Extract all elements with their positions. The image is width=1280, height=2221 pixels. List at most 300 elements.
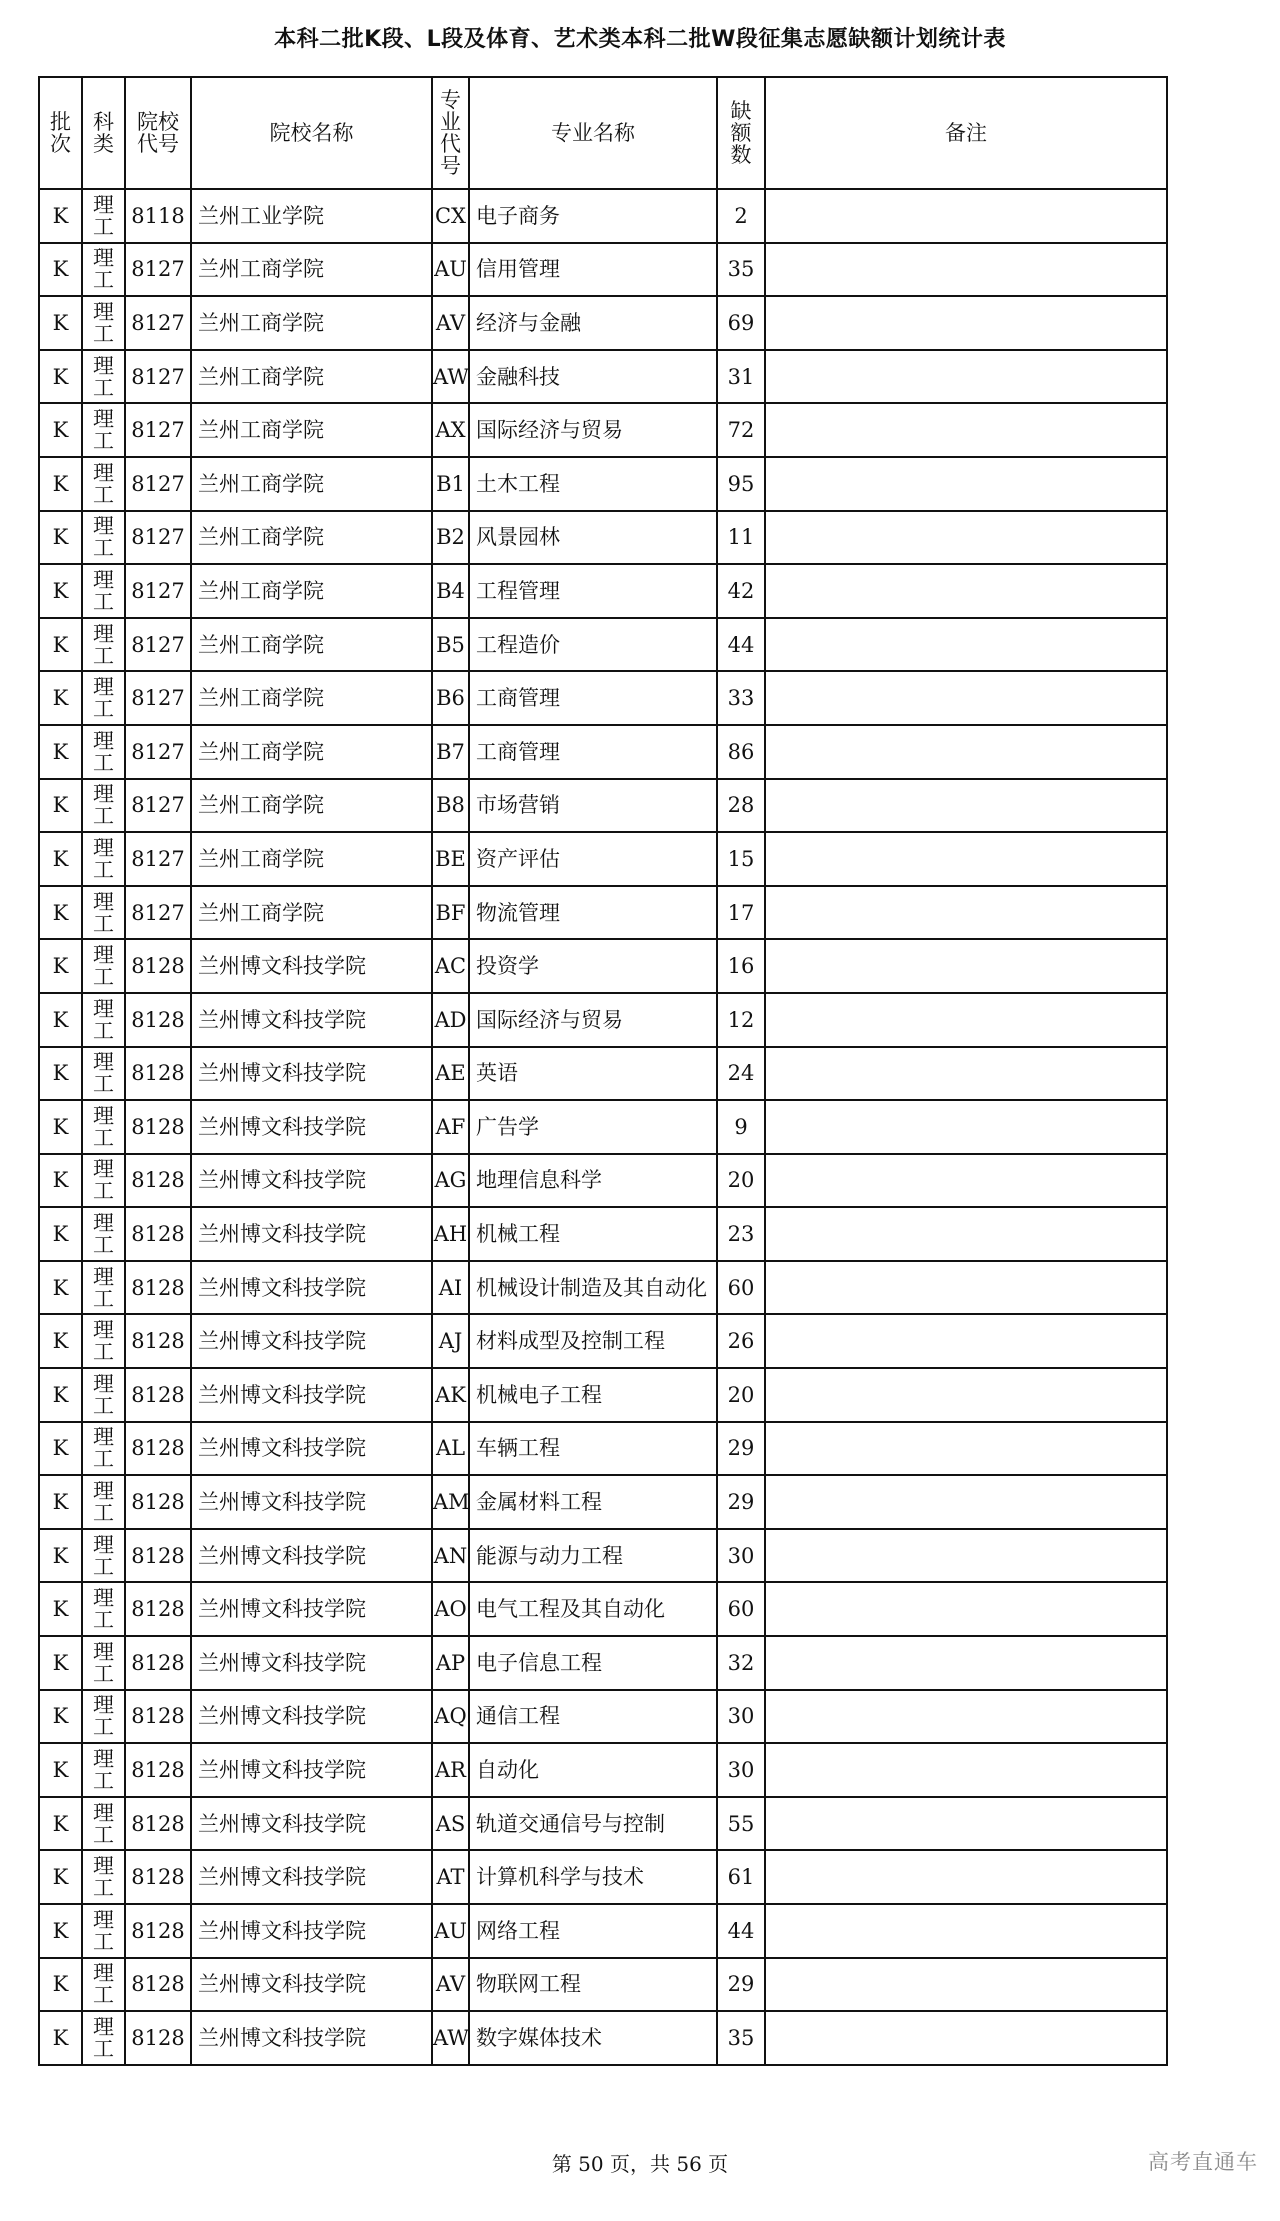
cell-school-name: 兰州博文科技学院 (191, 1582, 432, 1636)
cell-school-code: 8127 (125, 618, 191, 672)
cell-school-code: 8128 (125, 1904, 191, 1958)
cell-remark (765, 511, 1167, 565)
cell-vacancy: 28 (717, 779, 765, 833)
cell-category: 理工 (82, 1368, 125, 1422)
cell-vacancy: 26 (717, 1314, 765, 1368)
cell-category: 理工 (82, 1582, 125, 1636)
cell-category: 理工 (82, 1904, 125, 1958)
cell-major-code: AF (432, 1100, 469, 1154)
table-row (39, 457, 1167, 511)
cell-category: 理工 (82, 725, 125, 779)
cell-batch: K (39, 2011, 82, 2065)
cell-vacancy: 31 (717, 350, 765, 404)
cell-batch: K (39, 939, 82, 993)
cell-batch: K (39, 564, 82, 618)
cell-school-name: 兰州博文科技学院 (191, 1743, 432, 1797)
cell-remark (765, 1904, 1167, 1958)
cell-school-name: 兰州工商学院 (191, 243, 432, 297)
cell-major-name: 国际经济与贸易 (469, 403, 717, 457)
cell-school-code: 8128 (125, 1582, 191, 1636)
cell-batch: K (39, 779, 82, 833)
cell-major-code: AQ (432, 1690, 469, 1744)
cell-batch: K (39, 1314, 82, 1368)
cell-school-code: 8128 (125, 1100, 191, 1154)
cell-school-name: 兰州博文科技学院 (191, 1314, 432, 1368)
cell-school-name: 兰州工业学院 (191, 189, 432, 243)
cell-major-name: 计算机科学与技术 (469, 1850, 717, 1904)
cell-school-code: 8128 (125, 1529, 191, 1583)
cell-category: 理工 (82, 1636, 125, 1690)
cell-major-code: B7 (432, 725, 469, 779)
cell-major-name: 物流管理 (469, 886, 717, 940)
cell-vacancy: 30 (717, 1743, 765, 1797)
table-row (39, 1368, 1167, 1422)
cell-remark (765, 1690, 1167, 1744)
page-title: 本科二批K段、L段及体育、艺术类本科二批W段征集志愿缺额计划统计表 (274, 27, 1006, 52)
cell-major-code: AJ (432, 1314, 469, 1368)
table-row (39, 886, 1167, 940)
cell-vacancy: 20 (717, 1154, 765, 1208)
cell-major-code: AV (432, 1958, 469, 2012)
cell-vacancy: 69 (717, 296, 765, 350)
cell-batch: K (39, 1850, 82, 1904)
cell-school-code: 8127 (125, 671, 191, 725)
cell-vacancy: 24 (717, 1047, 765, 1101)
cell-school-code: 8128 (125, 1261, 191, 1315)
cell-school-code: 8128 (125, 1368, 191, 1422)
cell-remark (765, 1850, 1167, 1904)
table-row (39, 1690, 1167, 1744)
cell-school-name: 兰州工商学院 (191, 457, 432, 511)
cell-vacancy: 23 (717, 1207, 765, 1261)
cell-remark (765, 779, 1167, 833)
table-row (39, 1850, 1167, 1904)
cell-vacancy: 35 (717, 2011, 765, 2065)
cell-school-code: 8118 (125, 189, 191, 243)
cell-school-name: 兰州博文科技学院 (191, 1422, 432, 1476)
cell-major-code: AP (432, 1636, 469, 1690)
cell-remark (765, 618, 1167, 672)
cell-batch: K (39, 1422, 82, 1476)
cell-school-code: 8128 (125, 1958, 191, 2012)
cell-vacancy: 44 (717, 1904, 765, 1958)
table-row (39, 832, 1167, 886)
cell-major-code: B8 (432, 779, 469, 833)
cell-school-code: 8127 (125, 886, 191, 940)
cell-remark (765, 832, 1167, 886)
cell-remark (765, 296, 1167, 350)
cell-category: 理工 (82, 1154, 125, 1208)
cell-vacancy: 20 (717, 1368, 765, 1422)
cell-remark (765, 1314, 1167, 1368)
cell-school-name: 兰州博文科技学院 (191, 939, 432, 993)
cell-vacancy: 33 (717, 671, 765, 725)
cell-school-code: 8127 (125, 511, 191, 565)
table-row (39, 243, 1167, 297)
header-vacancy: 缺额数 (717, 77, 765, 189)
cell-school-name: 兰州博文科技学院 (191, 1958, 432, 2012)
table-row (39, 993, 1167, 1047)
cell-major-code: B4 (432, 564, 469, 618)
cell-school-code: 8128 (125, 939, 191, 993)
cell-major-name: 车辆工程 (469, 1422, 717, 1476)
cell-vacancy: 42 (717, 564, 765, 618)
cell-school-name: 兰州工商学院 (191, 671, 432, 725)
cell-school-code: 8127 (125, 725, 191, 779)
cell-batch: K (39, 1207, 82, 1261)
table-row (39, 1958, 1167, 2012)
cell-batch: K (39, 993, 82, 1047)
cell-category: 理工 (82, 618, 125, 672)
cell-vacancy: 55 (717, 1797, 765, 1851)
cell-category: 理工 (82, 779, 125, 833)
cell-batch: K (39, 1261, 82, 1315)
cell-school-name: 兰州工商学院 (191, 564, 432, 618)
cell-remark (765, 1100, 1167, 1154)
cell-vacancy: 32 (717, 1636, 765, 1690)
cell-school-code: 8127 (125, 779, 191, 833)
cell-category: 理工 (82, 1529, 125, 1583)
cell-major-code: AI (432, 1261, 469, 1315)
table-row (39, 1636, 1167, 1690)
table-row (39, 1047, 1167, 1101)
cell-category: 理工 (82, 1958, 125, 2012)
cell-school-code: 8128 (125, 993, 191, 1047)
cell-category: 理工 (82, 403, 125, 457)
cell-remark (765, 1207, 1167, 1261)
cell-batch: K (39, 1475, 82, 1529)
cell-category: 理工 (82, 1047, 125, 1101)
cell-major-code: AW (432, 2011, 469, 2065)
cell-category: 理工 (82, 1100, 125, 1154)
cell-remark (765, 671, 1167, 725)
cell-school-name: 兰州工商学院 (191, 296, 432, 350)
cell-school-code: 8127 (125, 832, 191, 886)
cell-major-name: 土木工程 (469, 457, 717, 511)
cell-major-name: 轨道交通信号与控制 (469, 1797, 717, 1851)
table-row (39, 1582, 1167, 1636)
table-row (39, 1314, 1167, 1368)
cell-major-name: 风景园林 (469, 511, 717, 565)
cell-major-code: AG (432, 1154, 469, 1208)
cell-school-name: 兰州博文科技学院 (191, 1904, 432, 1958)
cell-vacancy: 9 (717, 1100, 765, 1154)
cell-remark (765, 886, 1167, 940)
table-row (39, 403, 1167, 457)
cell-major-name: 地理信息科学 (469, 1154, 717, 1208)
table-row (39, 939, 1167, 993)
header-major-name: 专业名称 (469, 77, 717, 189)
cell-category: 理工 (82, 1850, 125, 1904)
brand-watermark: 高考直通车 (1148, 2150, 1258, 2174)
cell-school-name: 兰州工商学院 (191, 618, 432, 672)
cell-category: 理工 (82, 1314, 125, 1368)
cell-vacancy: 16 (717, 939, 765, 993)
cell-major-code: B1 (432, 457, 469, 511)
cell-major-code: AO (432, 1582, 469, 1636)
cell-major-code: AD (432, 993, 469, 1047)
cell-major-code: AV (432, 296, 469, 350)
table-row (39, 1904, 1167, 1958)
cell-remark (765, 189, 1167, 243)
cell-category: 理工 (82, 1475, 125, 1529)
cell-school-code: 8128 (125, 1636, 191, 1690)
cell-school-name: 兰州博文科技学院 (191, 1690, 432, 1744)
cell-school-code: 8128 (125, 1797, 191, 1851)
table-row (39, 1529, 1167, 1583)
cell-major-code: AU (432, 1904, 469, 1958)
cell-batch: K (39, 1100, 82, 1154)
cell-school-code: 8127 (125, 564, 191, 618)
cell-major-name: 自动化 (469, 1743, 717, 1797)
header-remark: 备注 (765, 77, 1167, 189)
cell-remark (765, 1958, 1167, 2012)
cell-major-name: 通信工程 (469, 1690, 717, 1744)
cell-vacancy: 2 (717, 189, 765, 243)
cell-category: 理工 (82, 189, 125, 243)
cell-batch: K (39, 1797, 82, 1851)
cell-school-code: 8128 (125, 1475, 191, 1529)
cell-school-code: 8128 (125, 1850, 191, 1904)
cell-remark (765, 1475, 1167, 1529)
cell-remark (765, 725, 1167, 779)
cell-vacancy: 29 (717, 1958, 765, 2012)
cell-remark (765, 457, 1167, 511)
cell-major-name: 经济与金融 (469, 296, 717, 350)
table-row (39, 2011, 1167, 2065)
cell-batch: K (39, 1047, 82, 1101)
cell-school-code: 8128 (125, 1154, 191, 1208)
cell-school-name: 兰州工商学院 (191, 725, 432, 779)
table-row (39, 189, 1167, 243)
cell-school-code: 8127 (125, 350, 191, 404)
table-row (39, 564, 1167, 618)
cell-major-name: 工程管理 (469, 564, 717, 618)
table-row (39, 1797, 1167, 1851)
cell-major-code: BF (432, 886, 469, 940)
cell-vacancy: 44 (717, 618, 765, 672)
cell-major-name: 信用管理 (469, 243, 717, 297)
cell-category: 理工 (82, 1261, 125, 1315)
table-row (39, 350, 1167, 404)
cell-vacancy: 29 (717, 1422, 765, 1476)
cell-major-name: 金属材料工程 (469, 1475, 717, 1529)
cell-major-name: 工商管理 (469, 725, 717, 779)
table-row (39, 1422, 1167, 1476)
cell-school-name: 兰州工商学院 (191, 350, 432, 404)
cell-batch: K (39, 725, 82, 779)
table-row (39, 1743, 1167, 1797)
cell-remark (765, 1529, 1167, 1583)
cell-major-code: CX (432, 189, 469, 243)
table-row (39, 779, 1167, 833)
cell-major-code: AL (432, 1422, 469, 1476)
cell-major-code: B5 (432, 618, 469, 672)
cell-vacancy: 17 (717, 886, 765, 940)
cell-school-name: 兰州博文科技学院 (191, 1207, 432, 1261)
cell-major-code: AU (432, 243, 469, 297)
cell-school-name: 兰州工商学院 (191, 779, 432, 833)
cell-remark (765, 350, 1167, 404)
cell-remark (765, 1743, 1167, 1797)
cell-batch: K (39, 832, 82, 886)
cell-major-code: AH (432, 1207, 469, 1261)
cell-school-name: 兰州博文科技学院 (191, 1850, 432, 1904)
cell-school-name: 兰州博文科技学院 (191, 2011, 432, 2065)
cell-major-name: 物联网工程 (469, 1958, 717, 2012)
table-row (39, 1207, 1167, 1261)
cell-major-code: AN (432, 1529, 469, 1583)
cell-remark (765, 1797, 1167, 1851)
cell-school-name: 兰州博文科技学院 (191, 1100, 432, 1154)
cell-school-name: 兰州工商学院 (191, 832, 432, 886)
cell-major-name: 机械电子工程 (469, 1368, 717, 1422)
cell-school-code: 8128 (125, 1314, 191, 1368)
cell-category: 理工 (82, 511, 125, 565)
cell-major-name: 英语 (469, 1047, 717, 1101)
cell-major-name: 机械工程 (469, 1207, 717, 1261)
cell-major-code: BE (432, 832, 469, 886)
cell-vacancy: 95 (717, 457, 765, 511)
cell-major-name: 材料成型及控制工程 (469, 1314, 717, 1368)
cell-remark (765, 993, 1167, 1047)
cell-vacancy: 60 (717, 1261, 765, 1315)
cell-category: 理工 (82, 832, 125, 886)
cell-vacancy: 11 (717, 511, 765, 565)
cell-school-name: 兰州博文科技学院 (191, 1154, 432, 1208)
cell-vacancy: 29 (717, 1475, 765, 1529)
cell-vacancy: 72 (717, 403, 765, 457)
table-row (39, 618, 1167, 672)
cell-vacancy: 30 (717, 1690, 765, 1744)
cell-batch: K (39, 457, 82, 511)
cell-vacancy: 30 (717, 1529, 765, 1583)
cell-school-code: 8127 (125, 243, 191, 297)
cell-batch: K (39, 1529, 82, 1583)
header-major-code: 专业代号 (432, 77, 469, 189)
cell-school-code: 8128 (125, 2011, 191, 2065)
cell-category: 理工 (82, 993, 125, 1047)
cell-school-name: 兰州博文科技学院 (191, 1368, 432, 1422)
cell-major-name: 网络工程 (469, 1904, 717, 1958)
header-school-name: 院校名称 (191, 77, 432, 189)
cell-category: 理工 (82, 296, 125, 350)
cell-school-code: 8128 (125, 1690, 191, 1744)
cell-school-name: 兰州博文科技学院 (191, 1261, 432, 1315)
cell-batch: K (39, 403, 82, 457)
cell-major-code: B6 (432, 671, 469, 725)
cell-school-code: 8127 (125, 457, 191, 511)
cell-major-code: AT (432, 1850, 469, 1904)
cell-school-name: 兰州博文科技学院 (191, 993, 432, 1047)
table-row (39, 1100, 1167, 1154)
table-body (39, 189, 1167, 2065)
cell-remark (765, 1261, 1167, 1315)
vacancy-table (38, 76, 1168, 2066)
cell-major-name: 数字媒体技术 (469, 2011, 717, 2065)
cell-remark (765, 939, 1167, 993)
cell-school-code: 8128 (125, 1207, 191, 1261)
cell-school-name: 兰州博文科技学院 (191, 1797, 432, 1851)
cell-major-name: 资产评估 (469, 832, 717, 886)
cell-category: 理工 (82, 243, 125, 297)
table-row (39, 671, 1167, 725)
cell-remark (765, 1422, 1167, 1476)
cell-category: 理工 (82, 886, 125, 940)
cell-school-code: 8127 (125, 296, 191, 350)
cell-batch: K (39, 1368, 82, 1422)
cell-major-name: 投资学 (469, 939, 717, 993)
cell-vacancy: 86 (717, 725, 765, 779)
cell-major-name: 金融科技 (469, 350, 717, 404)
cell-major-code: AM (432, 1475, 469, 1529)
cell-major-name: 电子商务 (469, 189, 717, 243)
cell-school-name: 兰州工商学院 (191, 886, 432, 940)
cell-category: 理工 (82, 1207, 125, 1261)
table-header-row (39, 77, 1167, 189)
cell-category: 理工 (82, 457, 125, 511)
cell-major-name: 机械设计制造及其自动化 (469, 1261, 717, 1315)
cell-batch: K (39, 296, 82, 350)
cell-batch: K (39, 1636, 82, 1690)
cell-major-code: AE (432, 1047, 469, 1101)
cell-category: 理工 (82, 1690, 125, 1744)
cell-school-name: 兰州博文科技学院 (191, 1047, 432, 1101)
cell-remark (765, 1154, 1167, 1208)
cell-category: 理工 (82, 939, 125, 993)
page-number: 第 50 页，共 56 页 (551, 2152, 729, 2176)
cell-major-name: 市场营销 (469, 779, 717, 833)
cell-major-name: 工程造价 (469, 618, 717, 672)
table-row (39, 1154, 1167, 1208)
cell-remark (765, 403, 1167, 457)
cell-batch: K (39, 350, 82, 404)
cell-school-name: 兰州博文科技学院 (191, 1529, 432, 1583)
cell-major-name: 工商管理 (469, 671, 717, 725)
cell-major-name: 广告学 (469, 1100, 717, 1154)
cell-category: 理工 (82, 350, 125, 404)
cell-remark (765, 1582, 1167, 1636)
cell-school-name: 兰州工商学院 (191, 511, 432, 565)
cell-batch: K (39, 1958, 82, 2012)
cell-major-name: 能源与动力工程 (469, 1529, 717, 1583)
cell-major-code: B2 (432, 511, 469, 565)
cell-remark (765, 1047, 1167, 1101)
cell-batch: K (39, 1904, 82, 1958)
cell-batch: K (39, 189, 82, 243)
cell-category: 理工 (82, 2011, 125, 2065)
table-row (39, 725, 1167, 779)
cell-school-code: 8128 (125, 1743, 191, 1797)
cell-remark (765, 2011, 1167, 2065)
cell-major-code: AK (432, 1368, 469, 1422)
table-row (39, 1475, 1167, 1529)
cell-major-code: AW (432, 350, 469, 404)
cell-school-code: 8128 (125, 1422, 191, 1476)
cell-batch: K (39, 1743, 82, 1797)
header-school-code: 院校代号 (125, 77, 191, 189)
cell-major-code: AC (432, 939, 469, 993)
cell-batch: K (39, 886, 82, 940)
cell-vacancy: 61 (717, 1850, 765, 1904)
table-row (39, 1261, 1167, 1315)
cell-major-code: AS (432, 1797, 469, 1851)
cell-remark (765, 1636, 1167, 1690)
cell-batch: K (39, 1582, 82, 1636)
cell-batch: K (39, 1154, 82, 1208)
cell-major-name: 电气工程及其自动化 (469, 1582, 717, 1636)
cell-remark (765, 243, 1167, 297)
